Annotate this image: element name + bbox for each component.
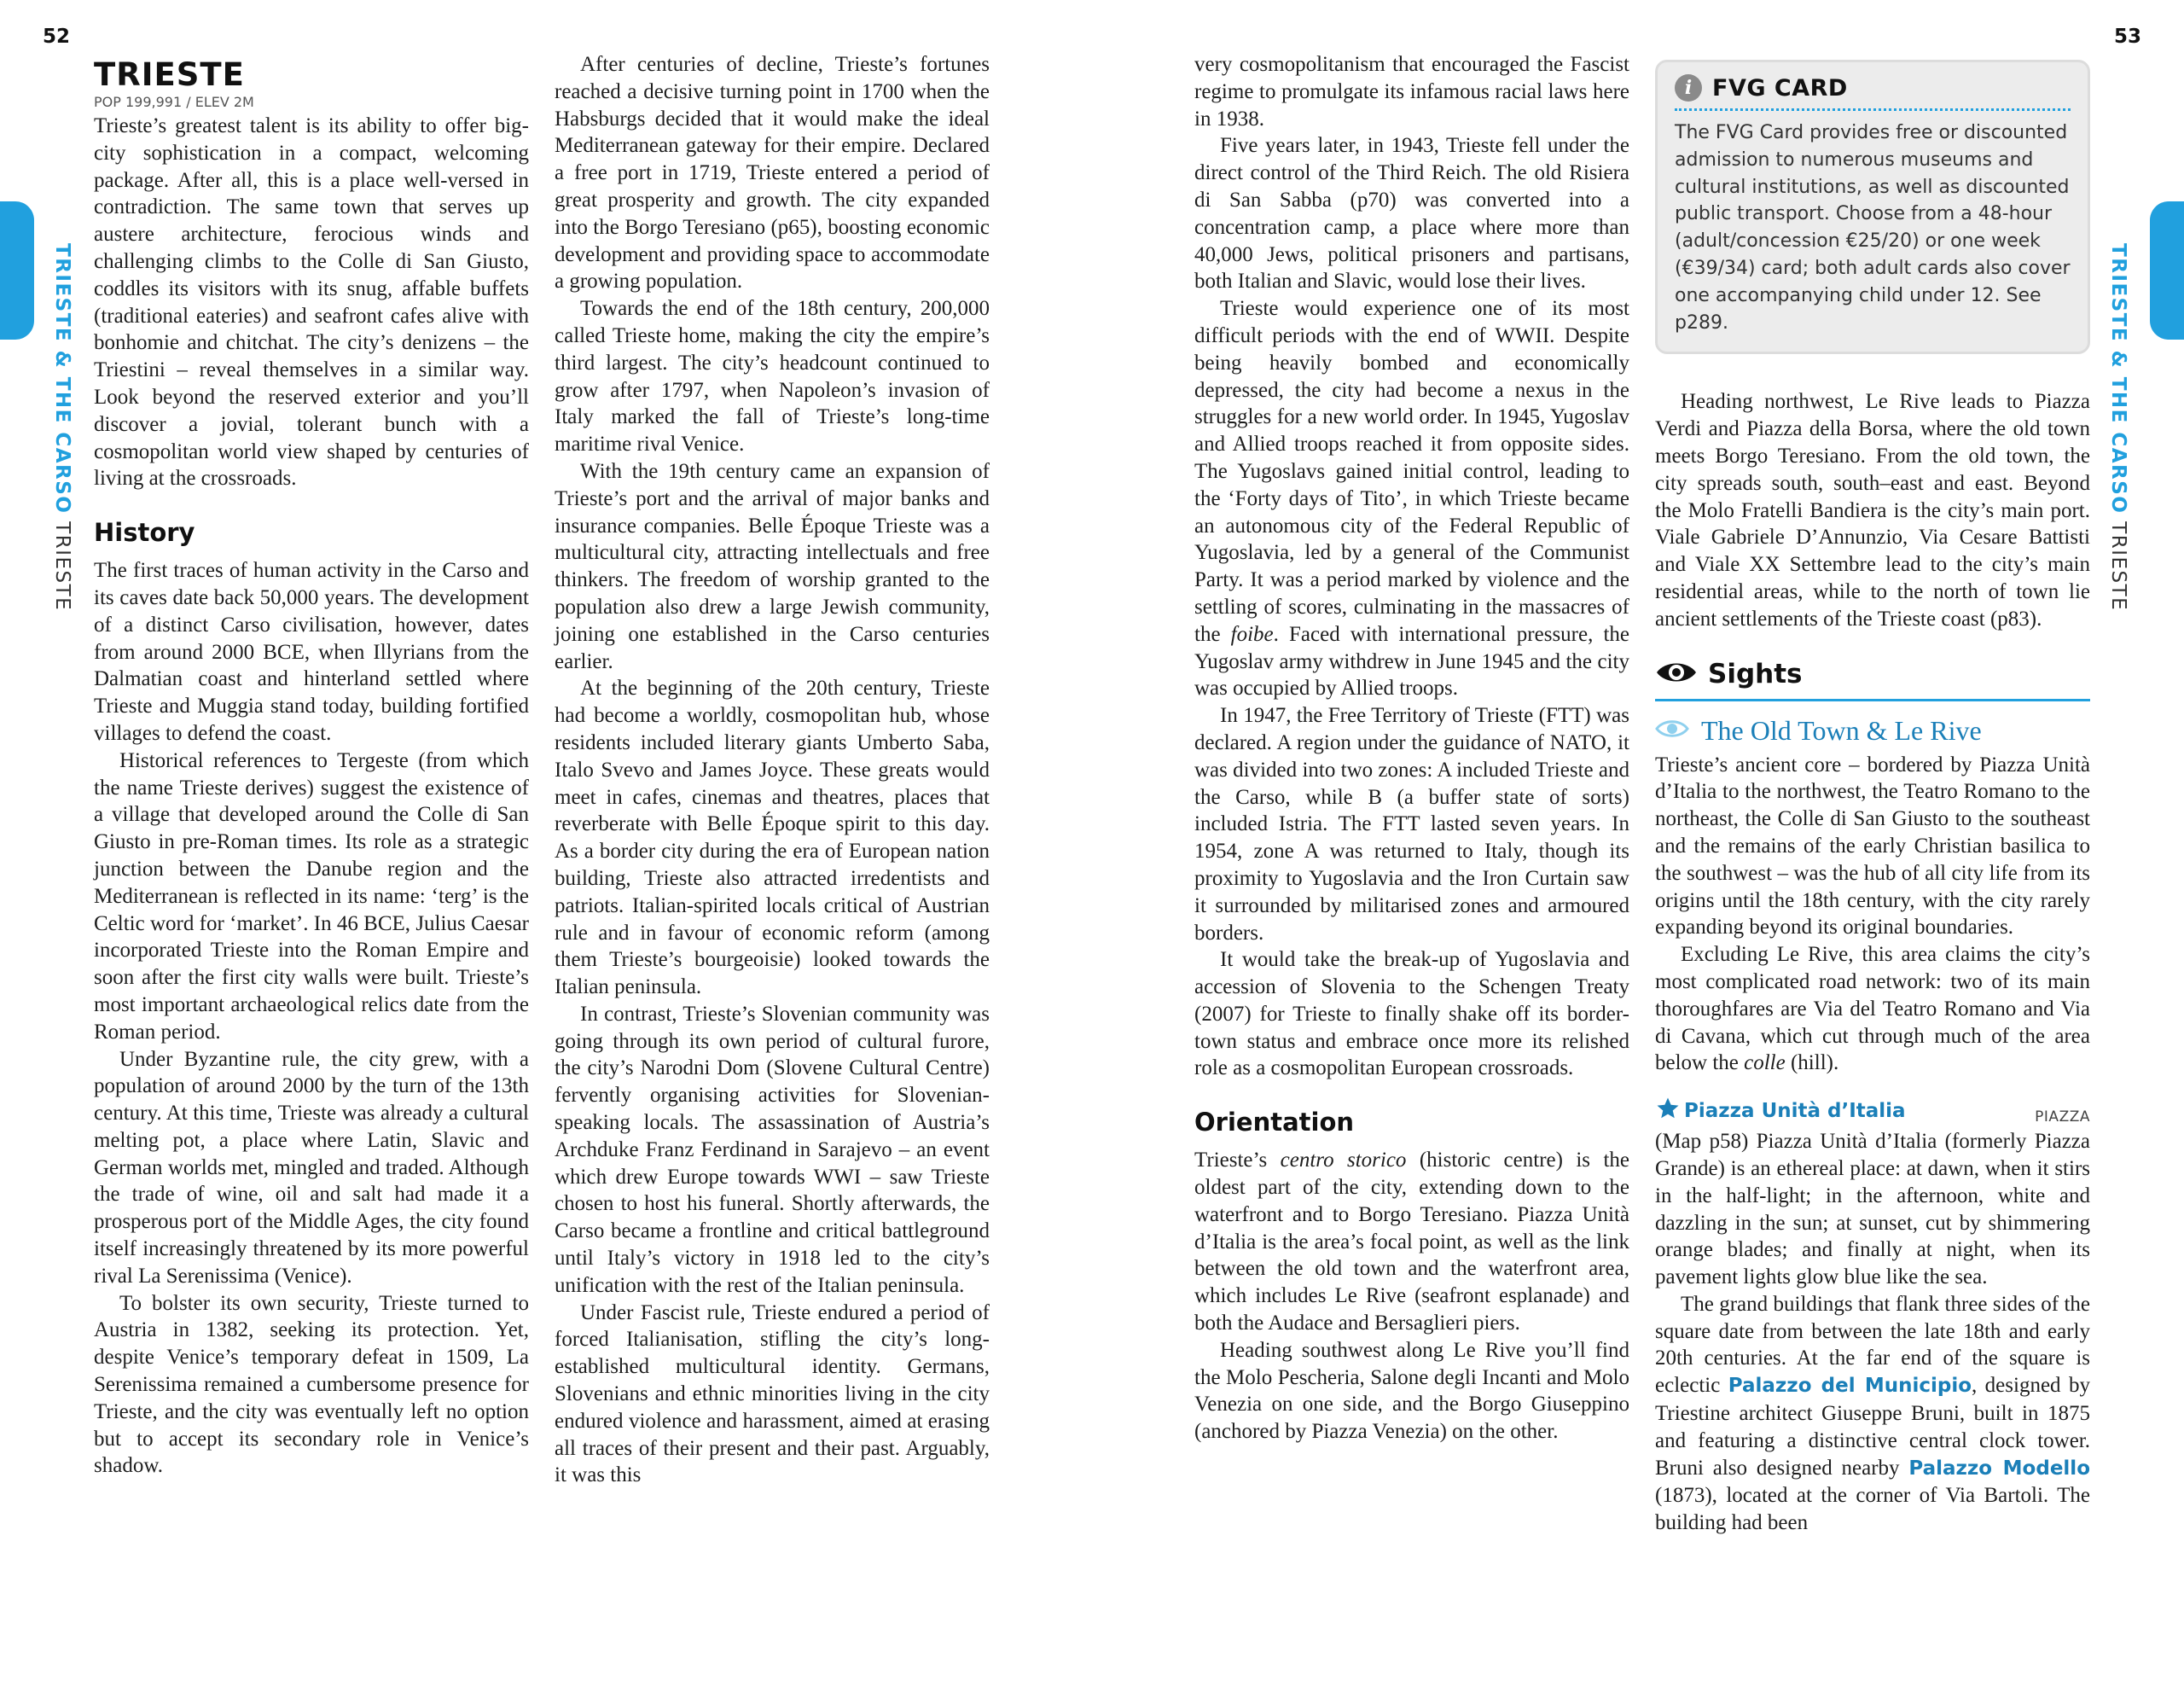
body-paragraph: Heading northwest, Le Rive leads to Piazza Verdi and Piazza della Borsa, where the old town meets Borgo Teresiano. From the old town, the city spreads south, south–east and east. Beyond the Molo Fratelli Bandiera is the city’s main port. Viale Gabriele D’Annunzio, Via Cesare Battisti and Viale XX Settembre lead to the city’s main residential areas, while to the north of town lie ancient settlements of the Trieste coast (p83).: [1655, 390, 2090, 631]
body-paragraph: Under Byzantine rule, the city grew, with a population of around 2000 by the turn of the 13th century. At this time, Trieste was already a cultural melting pot, a place where Latin, Slavic and German worlds met, mingled and traded. Although the trade of wine, oil and salt had made it a prosperous port of the Middle Ages, the city found itself increasingly threatened by its more powerful rival La Serenissima (Venice).: [94, 1047, 529, 1288]
body-paragraph: At the beginning of the 20th century, Trieste had become a worldly, cosmopolitan hub, whose residents included literary giants Umberto Saba, Italo Svevo and James Joyce. These greats would meet in cafes, cinemas and theatres, places that reverberate with Belle Époque spirit to this day. As a border city during the era of European nation building, Trieste also attracted irredentists and patriots. Italian-spirited locals critical of Austrian rule and in favour of economic reform (among them Trieste’s bourgeoisie) looked towards the Italian peninsula.: [555, 677, 990, 999]
body-paragraph: To bolster its own security, Trieste turned to Austria in 1382, seeking its protection. Yet, despite Venice’s temporary defeat in 1509, La Serenissima remained a cumbersome presence for Trieste, and the city was eventually left no option but to accept its secondary role in Venice’s shadow.: [94, 1291, 529, 1478]
listing-header: [1655, 1096, 2090, 1126]
body-paragraph: Under Fascist rule, Trieste endured a period of forced Italianisation, stifling the city’s long-established multicultural identity. Germans, Slovenians and ethnic minorities living in the city endured violence and harassment, aimed at erasing all traces of their present and their past. Arguably, it was this: [555, 1300, 990, 1487]
body-paragraph: After centuries of decline, Trieste’s fortunes reached a decisive turning point in 1700 when the Habsburgs decided that it would make the ideal Mediterranean gateway for their empire. Declared a free port in 1719, Trieste entered a period of great prosperity and growth. The city expanded into the Borgo Teresiano (p65), boosting economic development and providing space to accommodate a growing population.: [555, 53, 990, 294]
body-paragraph: In 1947, the Free Territory of Trieste (FTT) was declared. A region under the guidance of NATO, it was divided into two zones: A included Trieste and the Carso, while B (a buffer state of sorts) included Istria. The FTT lasted seven years. In 1954, zone A was returned to Italy, though its proximity to Yugoslavia and the Iron Curtain saw it surrounded by militarised zones and armoured borders.: [1194, 704, 1629, 945]
body-paragraph: Excluding Le Rive, this area claims the city’s most complicated road network: two of its main thoroughfares are Via del Teatro Romano and Via di Cavana, which cut through much of the area below the colle (hill).: [1655, 943, 2090, 1075]
eye-outline-icon: [1655, 718, 1689, 744]
body-paragraph: very cosmopolitanism that encouraged the Fascist regime to promulgate its infamous racial laws here in 1938.: [1194, 53, 1629, 131]
body-paragraph: Five years later, in 1943, Trieste fell under the direct control of the Third Reich. The old Risiera di San Sabba (p70) was converted into a concentration camp, a place where more than 40,000 Jews, political prisoners and partisans, both Italian and Slavic, would lose their lives.: [1194, 134, 1629, 294]
eye-icon: [1655, 659, 1698, 690]
body-paragraph: Trieste’s ancient core – bordered by Piazza Unità d’Italia to the northwest, the Teatro Romano to the northeast, the Colle di San Giusto to the southeast and the remains of the early Christian basilica to the southwest – was the hub of all city life from its origins until the 18th century, with the city rarely expanding beyond its original boundaries.: [1655, 753, 2090, 939]
column-2: [555, 51, 990, 1489]
italic-term: centro storico: [1280, 1149, 1407, 1172]
body-paragraph: With the 19th century came an expansion of Trieste’s port and the arrival of major banks and insurance companies. Belle Époque Trieste was a multicultural city, attracting intellectuals and free thinkers. The freedom of worship granted to the population also drew a large Jewish community, joining one established in the Carso centuries earlier.: [555, 459, 990, 673]
body-paragraph: Towards the end of the 18th century, 200,000 called Trieste home, making the city the empire’s third largest. The city’s headcount continued to grow after 1797, when Napoleon’s invasion of Italy marked the fall of Trieste’s long-time maritime rival Venice.: [555, 297, 990, 457]
body-paragraph: The first traces of human activity in the Carso and its caves date back 50,000 years. The development of a distinct Carso civilisation, however, dates from around 2000 BCE, when Illyrians from the Dalmatian coast and hinterland settled where Trieste and Muggia stand today, building fortified villages to defend the coast.: [94, 559, 529, 745]
card-title: FVG CARD: [1712, 74, 1848, 102]
body-paragraph: Historical references to Tergeste (from which the name Trieste derives) suggest the existence of a village that developed around the Colle di San Giusto in pre-Roman times. Its role as a strategic junction between the Danube region and the Mediterranean is reflected in its name: ‘terg’ is the Celtic word for ‘market’. In 46 BCE, Julius Caesar incorporated Trieste into the Roman Empire and soon after the first city walls were built. Trieste’s most important archaeological relics date from the Roman period.: [94, 748, 529, 1044]
chapter-tab-left[interactable]: [0, 201, 34, 340]
sights-header: [1655, 659, 2090, 701]
column-3: [1194, 51, 1629, 1445]
side-label-chapter: TRIESTE & THE CARSO: [2107, 243, 2129, 515]
column-4: [1655, 60, 2090, 1537]
chapter-tab-right[interactable]: [2150, 201, 2184, 340]
palazzo-del-municipio-link[interactable]: Palazzo del Municipio: [1728, 1375, 1972, 1398]
side-label-chapter: TRIESTE & THE CARSO: [51, 243, 73, 515]
italic-term: foibe: [1230, 622, 1274, 646]
page-title: TRIESTE: [94, 56, 245, 93]
area-header: [1655, 715, 2090, 747]
column-1: [94, 53, 529, 1480]
info-icon: i: [1675, 74, 1702, 102]
page-number-left: 52: [43, 26, 71, 48]
intro-paragraph: Trieste’s greatest talent is its ability to offer big-city sophistication in a compact, welcoming package. After all, this is a place well-versed in contradiction. The same town that serves up austere architecture, ferocious winds and challenging climbs to the Colle di San Giusto, coddles its visitors with its snug, affable buffets (traditional eateries) and seafront cafes alive with bonhomie and chitchat. The city’s denizens – the Triestini – reveal themselves in a similar way. Look beyond the reserved exterior and you’ll discover a jovial, tolerant bunch with a cosmopolitan world view shaped by centuries of living at the crossroads.: [94, 114, 529, 491]
body-paragraph: The grand buildings that flank three sides of the square date from between the late 18th and early 20th centuries. At the far end of the square is eclectic Palazzo del Municipio, designed by Triestine architect Giuseppe Bruni, built in 1875 and featuring a distinctive central clock tower. Bruni also designed nearby Palazzo Modello (1873), located at the corner of Via Bartoli. The building had been: [1655, 1292, 2090, 1535]
card-header: [1675, 74, 2071, 111]
page-number-right: 53: [2113, 26, 2141, 48]
italic-term: colle: [1744, 1051, 1786, 1075]
card-body: The FVG Card provides free or discounted admission to numerous museums and cultural institutions, as well as discounted public transport. Choose from a 48-hour (adult/concession €25/20) or one week (€39/34) card; both adult cards also cover one accompanying child under 12. See p289.: [1675, 122, 2071, 334]
sights-heading: Sights: [1708, 659, 1803, 690]
orientation-heading: Orientation: [1194, 1108, 1355, 1137]
area-heading: The Old Town & Le Rive: [1701, 714, 1982, 746]
history-heading: History: [94, 518, 195, 548]
population-elevation: POP 199,991 / ELEV 2M: [94, 94, 254, 110]
side-label-left: [51, 243, 73, 610]
body-paragraph: In contrast, Trieste’s Slovenian community was going through its own period of cultural furore, the city’s Narodni Dom (Slovene Cultural Centre) fervently organising activities for Slovenian-speaking locals. The assassination of Austria’s Archduke Franz Ferdinand in Sarajevo – an event which drew Europe towards WWI – saw Trieste chosen to host his funeral. Shortly afterwards, the Carso became a frontline and critical battleground until Italy’s victory in 1918 led to the city’s unification with the rest of the Italian peninsula.: [555, 1002, 990, 1297]
side-label-section: TRIESTE: [2107, 521, 2129, 612]
body-paragraph: It would take the break-up of Yugoslavia and accession of Slovenia to the Schengen Treaty (2007) for Trieste to finally shake off its border-town status and embrace once more its relished role as a cosmopolitan European crossroads.: [1194, 948, 1629, 1080]
body-paragraph: Heading southwest along Le Rive you’ll find the Molo Pescheria, Salone degli Incanti and Molo Venezia on one side, and the Borgo Giuseppino (anchored by Piazza Venezia) on the other.: [1194, 1338, 1629, 1444]
body-paragraph: Trieste’s centro storico (historic centre) is the oldest part of the city, extending down to the waterfront and to Borgo Teresiano. Piazza Unità d’Italia is the area’s focal point, as well as the link between the old town and the waterfront area, which includes Le Rive (seafront esplanade) and both the Audace and Bersaglieri piers.: [1194, 1149, 1629, 1335]
listing-title[interactable]: Piazza Unità d’Italia: [1655, 1096, 1906, 1126]
body-paragraph: Trieste would experience one of its most difficult periods with the end of WWII. Despite being heavily bombed and economically depressed, the city had become a nexus in the struggles for a new world order. In 1945, Yugoslav and Allied troops reached it from opposite sides. The Yugoslavs gained initial control, leading to the ‘Forty days of Tito’, in which Trieste became an autonomous city of the Federal Republic of Yugoslavia, led by a general of the Communist Party. It was a period marked by violence and the settling of scores, culminating in the massacres of the foibe. Faced with international pressure, the Yugoslav army withdrew in June 1945 and the city was occupied by Allied troops.: [1194, 297, 1630, 701]
side-label-right: [2107, 243, 2129, 610]
palazzo-modello-link[interactable]: Palazzo Modello: [1908, 1457, 2090, 1480]
listing-type-tag: PIAZZA: [2035, 1108, 2090, 1126]
star-icon: [1655, 1096, 1681, 1126]
body-paragraph: (Map p58) Piazza Unità d’Italia (formerly Piazza Grande) is an ethereal place: at dawn, when it stirs in the half-light; in the afternoon, white and dazzling in the sun; at sunset, cut by shimmering orange blades; and finally at night, when its pavement lights glow blue like the sea.: [1655, 1130, 2090, 1289]
side-label-section: TRIESTE: [51, 521, 73, 612]
fvg-card-box: [1655, 60, 2090, 354]
